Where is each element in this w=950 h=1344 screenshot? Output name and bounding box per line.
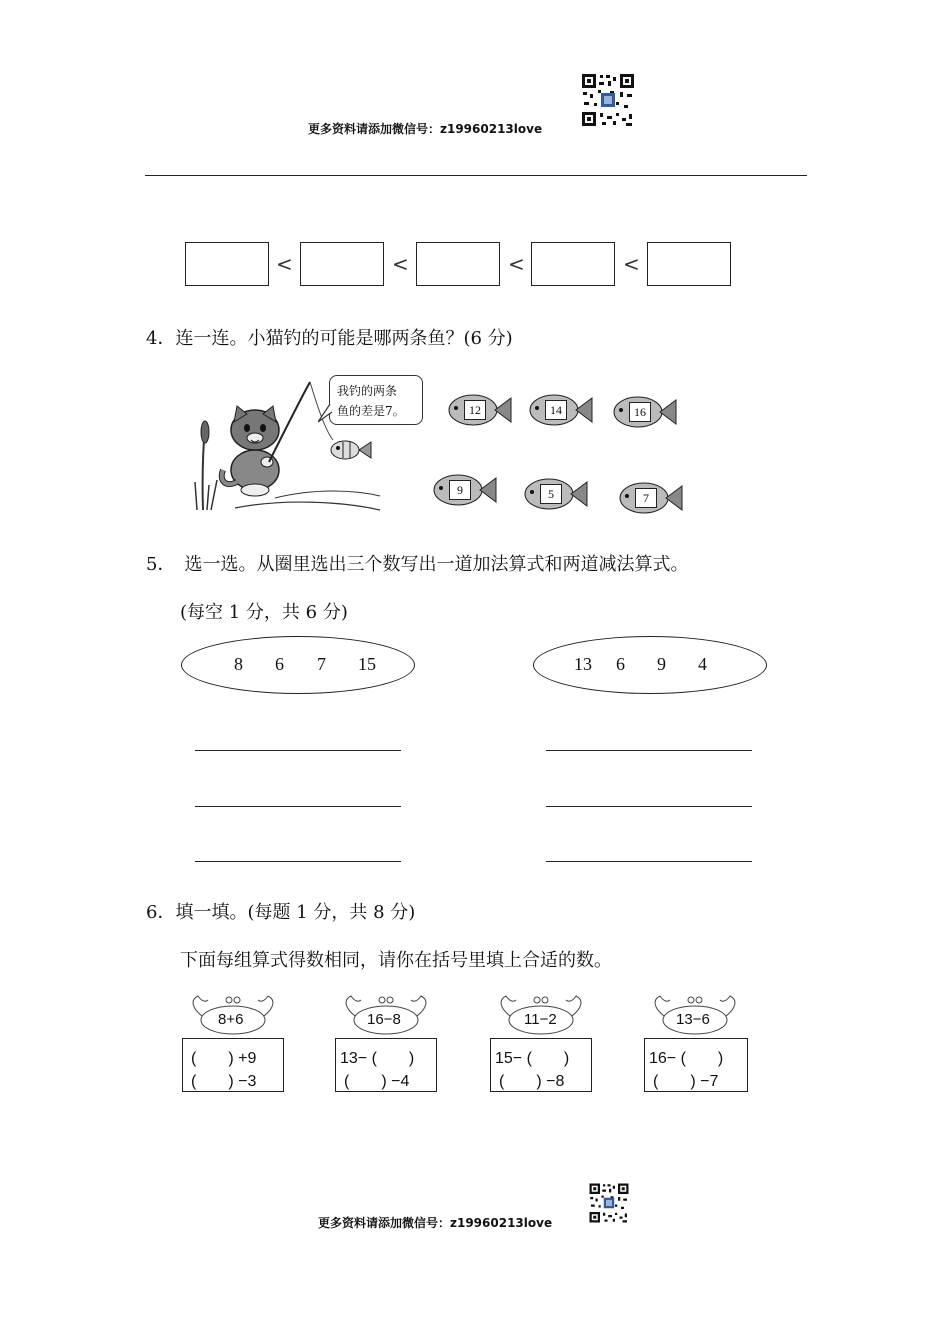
answer-line[interactable]	[546, 750, 752, 751]
answer-box-1[interactable]	[185, 242, 269, 286]
fish[interactable]	[612, 390, 678, 434]
fish[interactable]	[528, 388, 594, 432]
answer-box-4[interactable]	[531, 242, 615, 286]
crab-answer-box	[644, 1038, 748, 1092]
question-4-title: 4．连一连。小猫钓的可能是哪两条鱼？(6 分)	[146, 328, 513, 349]
circle-number: 7	[317, 654, 326, 674]
circle-number: 13	[574, 654, 592, 674]
speech-bubble-line-1: 我钓的两条	[337, 384, 398, 398]
answer-box-3[interactable]	[416, 242, 500, 286]
equation-line[interactable]: ( ) −3	[191, 1073, 257, 1090]
less-than-symbol: <	[623, 252, 640, 276]
number-circle-right	[533, 636, 767, 694]
fish-number: 9	[449, 480, 471, 500]
fish[interactable]	[618, 476, 684, 520]
crab-card	[490, 990, 592, 1094]
answer-line[interactable]	[195, 750, 401, 751]
speech-bubble-line-2: 鱼的差是7。	[337, 404, 405, 418]
speech-bubble	[329, 375, 423, 425]
answer-line[interactable]	[546, 806, 752, 807]
answer-box-2[interactable]	[300, 242, 384, 286]
crab-answer-box	[182, 1038, 284, 1092]
question-6-title: 6．填一填。(每题 1 分，共 8 分)	[146, 902, 416, 923]
header-rule	[145, 175, 807, 176]
header-text: 更多资料请添加微信号：z19960213love	[308, 122, 543, 136]
question-5-subtitle: (每空 1 分，共 6 分)	[180, 602, 348, 623]
fish[interactable]	[432, 468, 498, 512]
number-circle-left	[181, 636, 415, 694]
fish-number: 16	[629, 402, 651, 422]
equation-line[interactable]: ( ) −4	[344, 1073, 410, 1090]
crab-answer-box	[335, 1038, 437, 1092]
equation-line[interactable]: 15− ( )	[495, 1050, 570, 1067]
crab-answer-box	[490, 1038, 592, 1092]
answer-line[interactable]	[195, 806, 401, 807]
crab-expression: 11−2	[524, 1011, 557, 1028]
equation-line[interactable]: 13− ( )	[340, 1050, 415, 1067]
qr-code-icon	[580, 72, 636, 128]
fish[interactable]	[447, 388, 513, 432]
circle-number: 4	[698, 654, 707, 674]
circle-number: 8	[234, 654, 243, 674]
crab-expression: 16−8	[367, 1011, 401, 1028]
fish-number: 5	[540, 484, 562, 504]
circle-number: 6	[616, 654, 625, 674]
circle-number: 9	[657, 654, 666, 674]
less-than-symbol: <	[392, 252, 409, 276]
answer-line[interactable]	[546, 861, 752, 862]
qr-code-icon	[588, 1182, 630, 1224]
question-5-title: 5． 选一选。从圈里选出三个数写出一道加法算式和两道减法算式。	[146, 554, 689, 575]
fish-number: 12	[464, 400, 486, 420]
fish-number: 7	[635, 488, 657, 508]
answer-line[interactable]	[195, 861, 401, 862]
circle-number: 15	[358, 654, 376, 674]
equation-line[interactable]: ( ) −7	[653, 1073, 719, 1090]
crab-expression: 13−6	[676, 1011, 710, 1028]
equation-line[interactable]: 16− ( )	[649, 1050, 724, 1067]
equation-line[interactable]: ( ) −8	[499, 1073, 565, 1090]
less-than-symbol: <	[508, 252, 525, 276]
equation-line[interactable]: ( ) +9	[191, 1050, 257, 1067]
speech-bubble-tail-icon	[318, 404, 334, 424]
fish[interactable]	[523, 472, 589, 516]
question-6-instruction: 下面每组算式得数相同，请你在括号里填上合适的数。	[180, 950, 612, 971]
less-than-symbol: <	[276, 252, 293, 276]
circle-number: 6	[275, 654, 284, 674]
answer-box-5[interactable]	[647, 242, 731, 286]
footer-text: 更多资料请添加微信号：z19960213love	[318, 1216, 553, 1230]
crab-expression: 8+6	[218, 1011, 244, 1028]
crab-card	[182, 990, 284, 1094]
fish-number: 14	[545, 400, 567, 420]
crab-card	[335, 990, 437, 1094]
crab-card	[644, 990, 748, 1094]
